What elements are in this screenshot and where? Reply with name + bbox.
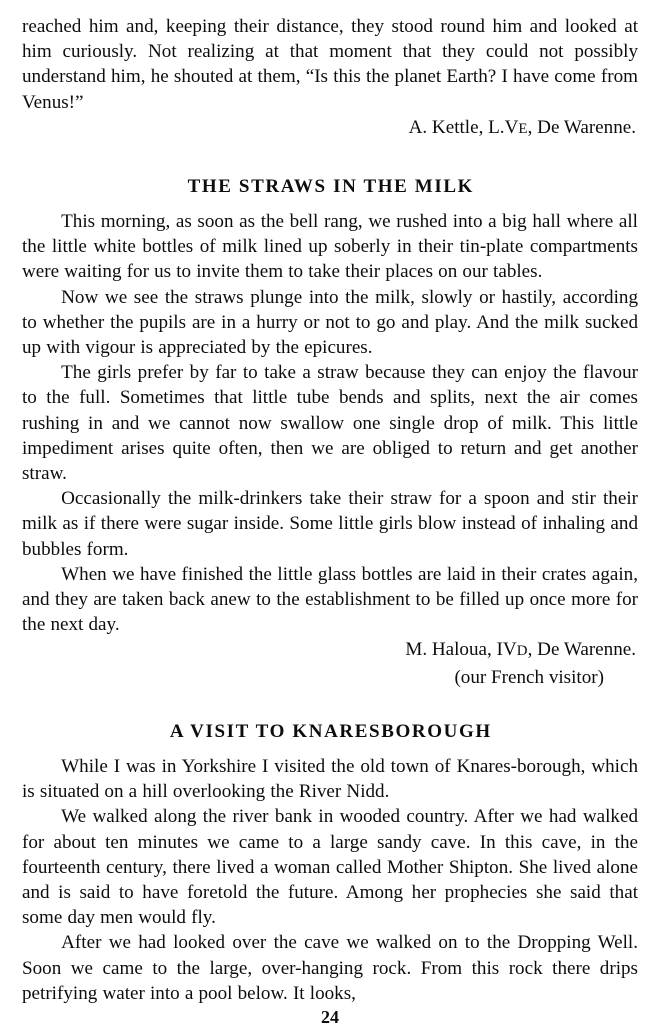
paragraph: Occasionally the milk-drinkers take their straw for a spoon and stir their milk as if there were sugar inside. Some little girls blow instead of inhaling and bubbles form. (22, 488, 638, 560)
byline-haloua-prefix: M. Haloua, IV (405, 639, 517, 661)
byline-kettle-smallcap: E (518, 120, 528, 137)
paragraph: After we had looked over the cave we walked on to the Dropping Well. Soon we came to the large, over-hanging rock. From this rock there drips petrifying water into a pool below. It looks, (22, 932, 638, 1004)
paragraph-continued: reached him and, keeping their distance, they stood round him and looked at him curiously. Not realizing at that moment that they could not possibly understand him, he shouted at them, “Is this the planet Earth? I have come from Venus!” (22, 16, 638, 113)
paragraph: When we have finished the little glass bottles are laid in their crates again, and they are taken back anew to the establishment to be filled up once more for the next day. (22, 563, 638, 636)
article-heading-a-visit-to-knaresborough: A VISIT TO KNARESBOROUGH (169, 721, 492, 742)
paragraph: The girls prefer by far to take a straw because they can enjoy the flavour to the full. Sometimes that little tube bends and splits, next the air comes rushing in and we cannot now swallow one single drop of milk. This little impediment arises quite often, then we are obliged to return and get another straw. (22, 362, 638, 485)
byline-kettle (22, 115, 638, 142)
byline-kettle-suffix: , De Warenne. (527, 116, 636, 138)
article-body-a-visit-to-knaresborough (22, 754, 638, 1006)
byline-haloua-suffix: , De Warenne. (527, 639, 636, 661)
paragraph: We walked along the river bank in wooded country. After we had walked for about ten minutes we came to a large sandy cave. In this cave, in the fourteenth century, there lived a woman called Mother Shipton. She lived alone and is said to have foretold the future. Among her prophecies she said that some day men would fly. (22, 806, 638, 929)
paragraph: Now we see the straws plunge into the milk, slowly or hastily, according to whether the pupils are in a hurry or not to go and play. And the milk sucked up with vigour is appreciated by the epicures. (22, 286, 638, 359)
article-heading-straws-in-the-milk: THE STRAWS IN THE MILK (187, 176, 475, 197)
intro-text-block (22, 14, 638, 142)
paragraph: While I was in Yorkshire I visited the old town of Knares-borough, which is situated on a hill overlooking the River Nidd. (22, 756, 638, 803)
paragraph: This morning, as soon as the bell rang, we rushed into a big hall where all the little white bottles of milk lined up soberly in their tin-plate compartments were waiting for us to invite them to take their places on our tables. (22, 211, 638, 283)
page-number: 24 (321, 1007, 339, 1027)
article-body-straws-in-the-milk (22, 209, 638, 690)
byline-kettle-prefix: A. Kettle, L.V (408, 116, 519, 138)
byline-haloua-note: (our French visitor) (454, 666, 604, 688)
byline-haloua (22, 637, 638, 664)
byline-haloua-smallcap: D (516, 643, 528, 660)
